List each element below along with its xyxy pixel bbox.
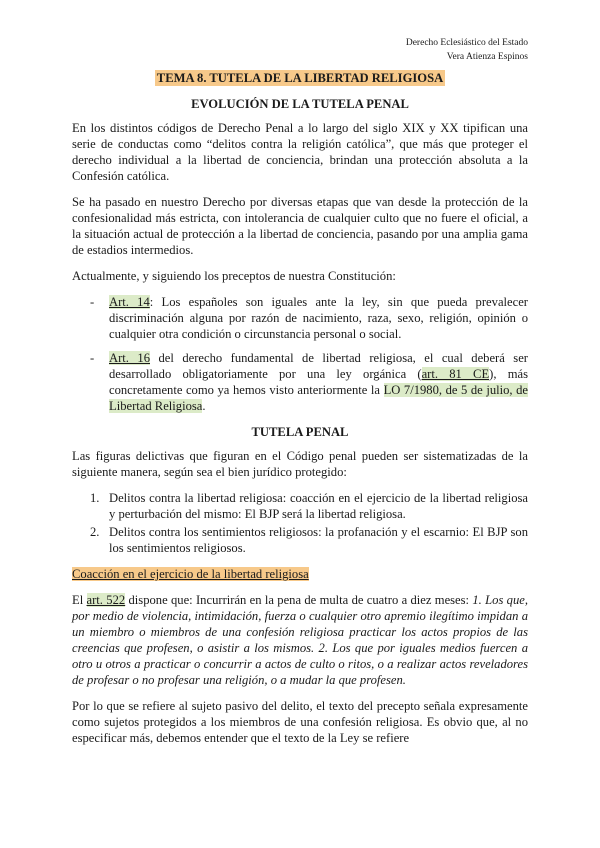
- list-text: Delitos contra los sentimientos religiosos: la profanación y el escarnio: El BJP son los sentimientos religiosos.: [109, 525, 528, 555]
- dash-bullet: -: [90, 295, 95, 309]
- list-item: [72, 490, 528, 522]
- paragraph-6: Por lo que se refiere al sujeto pasivo del delito, el texto del precepto señala expresamente como sujetos protegidos a los miembros de una confesión religiosa. Es obvio que, al no especificar más, debemos entender que el texto de la Ley se refiere: [72, 699, 528, 745]
- art16-text-a: del derecho fundamental de libertad religiosa, el cual deberá ser desarrollado obligatoriamente por una ley orgánica (: [109, 351, 528, 381]
- list-text: Delitos contra la libertad religiosa: coacción en el ejercicio de la libertad religiosa y perturbación del mismo: El BJP será la libertad religiosa.: [109, 491, 528, 521]
- art81-link[interactable]: art. 81 CE: [421, 367, 490, 381]
- dash-bullet: -: [90, 351, 95, 365]
- paragraph-2: Se ha pasado en nuestro Derecho por diversas etapas que van desde la protección de la confesionalidad más estricta, con intolerancia de cualquier culto que no fuere el oficial, a la situación actual de protección a la libertad de conciencia, pasando por una amplia gama de estadios intermedios.: [72, 195, 528, 257]
- section-heading-evolucion: EVOLUCIÓN DE LA TUTELA PENAL: [191, 97, 409, 111]
- paragraph-3: Actualmente, y siguiendo los preceptos de nuestra Constitución:: [72, 269, 396, 283]
- section-heading-tutela: TUTELA PENAL: [251, 425, 349, 439]
- paragraph-5: El art. 522 dispone que: Incurrirán en la pena de multa de cuatro a diez meses: 1. Los que, por medio de violencia, intimidación, fuerza o cualquier otro apremio ilegítimo impidan a un miembro o miembros de una confesión religiosa practicar los actos propios de las creencias que profesen, o asistir a los mismos. 2. Los que por iguales medios fuercen a otro u otros a practicar o concurrir a actos de culto o ritos, o a realizar actos reveladores de profesar o no profesar una religión, o a mudar la que profesen.: [72, 593, 528, 687]
- art14-text: : Los españoles son iguales ante la ley, sin que pueda prevalecer discriminación alguna por razón de nacimiento, raza, sexo, religión, opinión o cualquier otra condición o circunstancia personal o social.: [109, 295, 528, 341]
- art16-text-b: ), más concretamente como ya hemos visto anteriormente la: [109, 367, 528, 397]
- list-item-art14: [72, 294, 528, 342]
- crimes-list: [72, 490, 528, 556]
- list-item: [72, 524, 528, 556]
- constitution-list: [72, 294, 528, 414]
- document-title: TEMA 8. TUTELA DE LA LIBERTAD RELIGIOSA: [156, 71, 444, 85]
- art16-link[interactable]: Art. 16: [109, 351, 150, 365]
- subsection-coaccion: [72, 566, 528, 582]
- lo-reference: LO 7/1980, de 5 de julio, de Libertad Religiosa: [109, 383, 528, 413]
- list-item-art16: [72, 350, 528, 414]
- document-body: [72, 70, 528, 756]
- paragraph-1: En los distintos códigos de Derecho Penal a lo largo del siglo XIX y XX tipifican una serie de conductas como “delitos contra la religión católica”, que más que proteger el derecho individual a la libertad de conciencia, brindan una protección absoluta a la Confesión católica.: [72, 121, 528, 183]
- art14-link[interactable]: Art. 14: [109, 295, 150, 309]
- art16-text-c: .: [202, 399, 206, 413]
- header-author: Vera Atienza Espinos: [446, 52, 528, 62]
- paragraph-4: Las figuras delictivas que figuran en el Código penal pueden ser sistematizadas de la siguiente manera, según sea el bien jurídico protegido:: [72, 449, 528, 479]
- art522-quote: 1. Los que, por medio de violencia, intimidación, fuerza o cualquier otro apremio ilegítimo impidan a un miembro o miembros de una confesión religiosa practicar los actos propios de las creencias que profesen, o asistir a los mismos. 2. Los que por iguales medios fuercen a otro u otros a practicar o concurrir a actos de culto o ritos, o a realizar actos reveladores de profesar o no profesar una religión, o a mudar la que profesen.: [72, 593, 528, 687]
- header-course: Derecho Eclesiástico del Estado: [405, 38, 528, 48]
- list-number: 1.: [90, 491, 100, 505]
- art522-link[interactable]: art. 522: [86, 593, 126, 607]
- page-header: [406, 36, 528, 64]
- subsection-heading: Coacción en el ejercicio de la libertad religiosa: [72, 567, 309, 581]
- list-number: 2.: [90, 525, 100, 539]
